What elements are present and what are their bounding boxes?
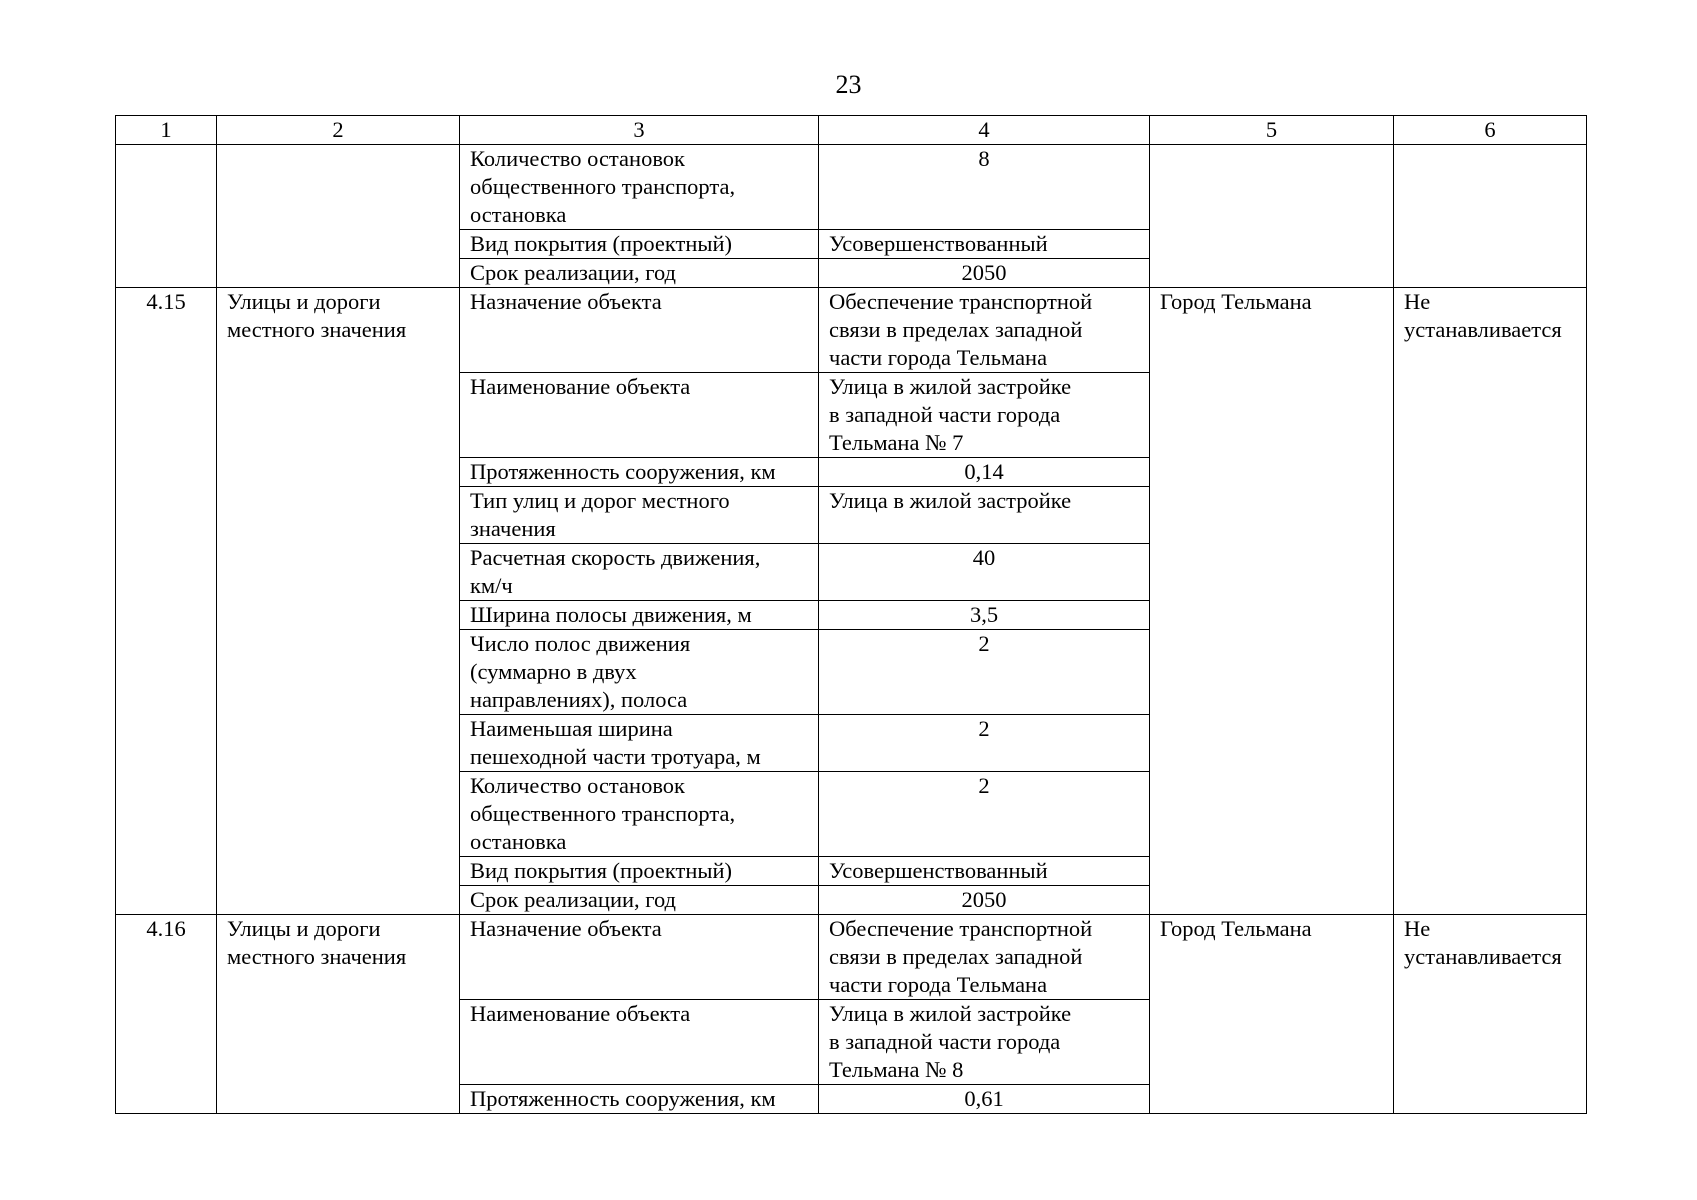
- parameter-name: Срок реализации, год: [460, 259, 819, 288]
- item-location-cell: [1150, 145, 1394, 288]
- header-cell: 5: [1150, 116, 1394, 145]
- item-location: Город Тельмана: [1150, 915, 1394, 1114]
- item-zone: Не устанавливается: [1394, 288, 1587, 915]
- parameter-name: Протяженность сооружения, км: [460, 458, 819, 487]
- header-cell: 6: [1394, 116, 1587, 145]
- table-row: [116, 915, 1587, 1000]
- parameter-name: Назначение объекта: [460, 288, 819, 373]
- parameter-value: 0,61: [819, 1085, 1150, 1114]
- header-cell: 2: [217, 116, 460, 145]
- parameter-value: 2050: [819, 259, 1150, 288]
- parameter-value: Обеспечение транспортной связи в пределах западной части города Тельмана: [819, 915, 1150, 1000]
- parameter-name: Количество остановок общественного транспорта, остановка: [460, 772, 819, 857]
- parameter-value: 2: [819, 715, 1150, 772]
- parameter-value: Усовершенствованный: [819, 857, 1150, 886]
- table-row: [116, 145, 1587, 230]
- parameter-value: Усовершенствованный: [819, 230, 1150, 259]
- parameter-value: 2: [819, 630, 1150, 715]
- header-cell: 4: [819, 116, 1150, 145]
- table-row: [116, 288, 1587, 373]
- header-cell: 3: [460, 116, 819, 145]
- parameter-value: 3,5: [819, 601, 1150, 630]
- item-type-cell: [217, 145, 460, 288]
- parameter-value: Улица в жилой застройке в западной части города Тельмана № 8: [819, 1000, 1150, 1085]
- item-number-cell: [116, 145, 217, 288]
- parameter-name: Число полос движения (суммарно в двух направлениях), полоса: [460, 630, 819, 715]
- parameter-name: Количество остановок общественного транспорта, остановка: [460, 145, 819, 230]
- parameter-name: Назначение объекта: [460, 915, 819, 1000]
- parameter-value: Улица в жилой застройке: [819, 487, 1150, 544]
- parameter-value: 2050: [819, 886, 1150, 915]
- parameter-value: 8: [819, 145, 1150, 230]
- parameter-name: Срок реализации, год: [460, 886, 819, 915]
- parameter-value: 2: [819, 772, 1150, 857]
- page-number: 23: [835, 70, 862, 99]
- header-cell: 1: [116, 116, 217, 145]
- item-location: Город Тельмана: [1150, 288, 1394, 915]
- item-zone-cell: [1394, 145, 1587, 288]
- parameter-name: Вид покрытия (проектный): [460, 230, 819, 259]
- parameter-value: 0,14: [819, 458, 1150, 487]
- parameter-name: Ширина полосы движения, м: [460, 601, 819, 630]
- parameter-value: Обеспечение транспортной связи в пределах западной части города Тельмана: [819, 288, 1150, 373]
- item-type: Улицы и дороги местного значения: [217, 915, 460, 1114]
- item-zone: Не устанавливается: [1394, 915, 1587, 1114]
- objects-table: [115, 115, 1587, 1114]
- parameter-name: Тип улиц и дорог местного значения: [460, 487, 819, 544]
- table-header-row: [116, 116, 1587, 145]
- parameter-name: Протяженность сооружения, км: [460, 1085, 819, 1114]
- item-number: 4.15: [116, 288, 217, 915]
- parameter-value: Улица в жилой застройке в западной части города Тельмана № 7: [819, 373, 1150, 458]
- parameter-value: 40: [819, 544, 1150, 601]
- item-type: Улицы и дороги местного значения: [217, 288, 460, 915]
- item-number: 4.16: [116, 915, 217, 1114]
- parameter-name: Наименование объекта: [460, 1000, 819, 1085]
- parameter-name: Наименование объекта: [460, 373, 819, 458]
- parameter-name: Вид покрытия (проектный): [460, 857, 819, 886]
- parameter-name: Расчетная скорость движения, км/ч: [460, 544, 819, 601]
- parameter-name: Наименьшая ширина пешеходной части тротуара, м: [460, 715, 819, 772]
